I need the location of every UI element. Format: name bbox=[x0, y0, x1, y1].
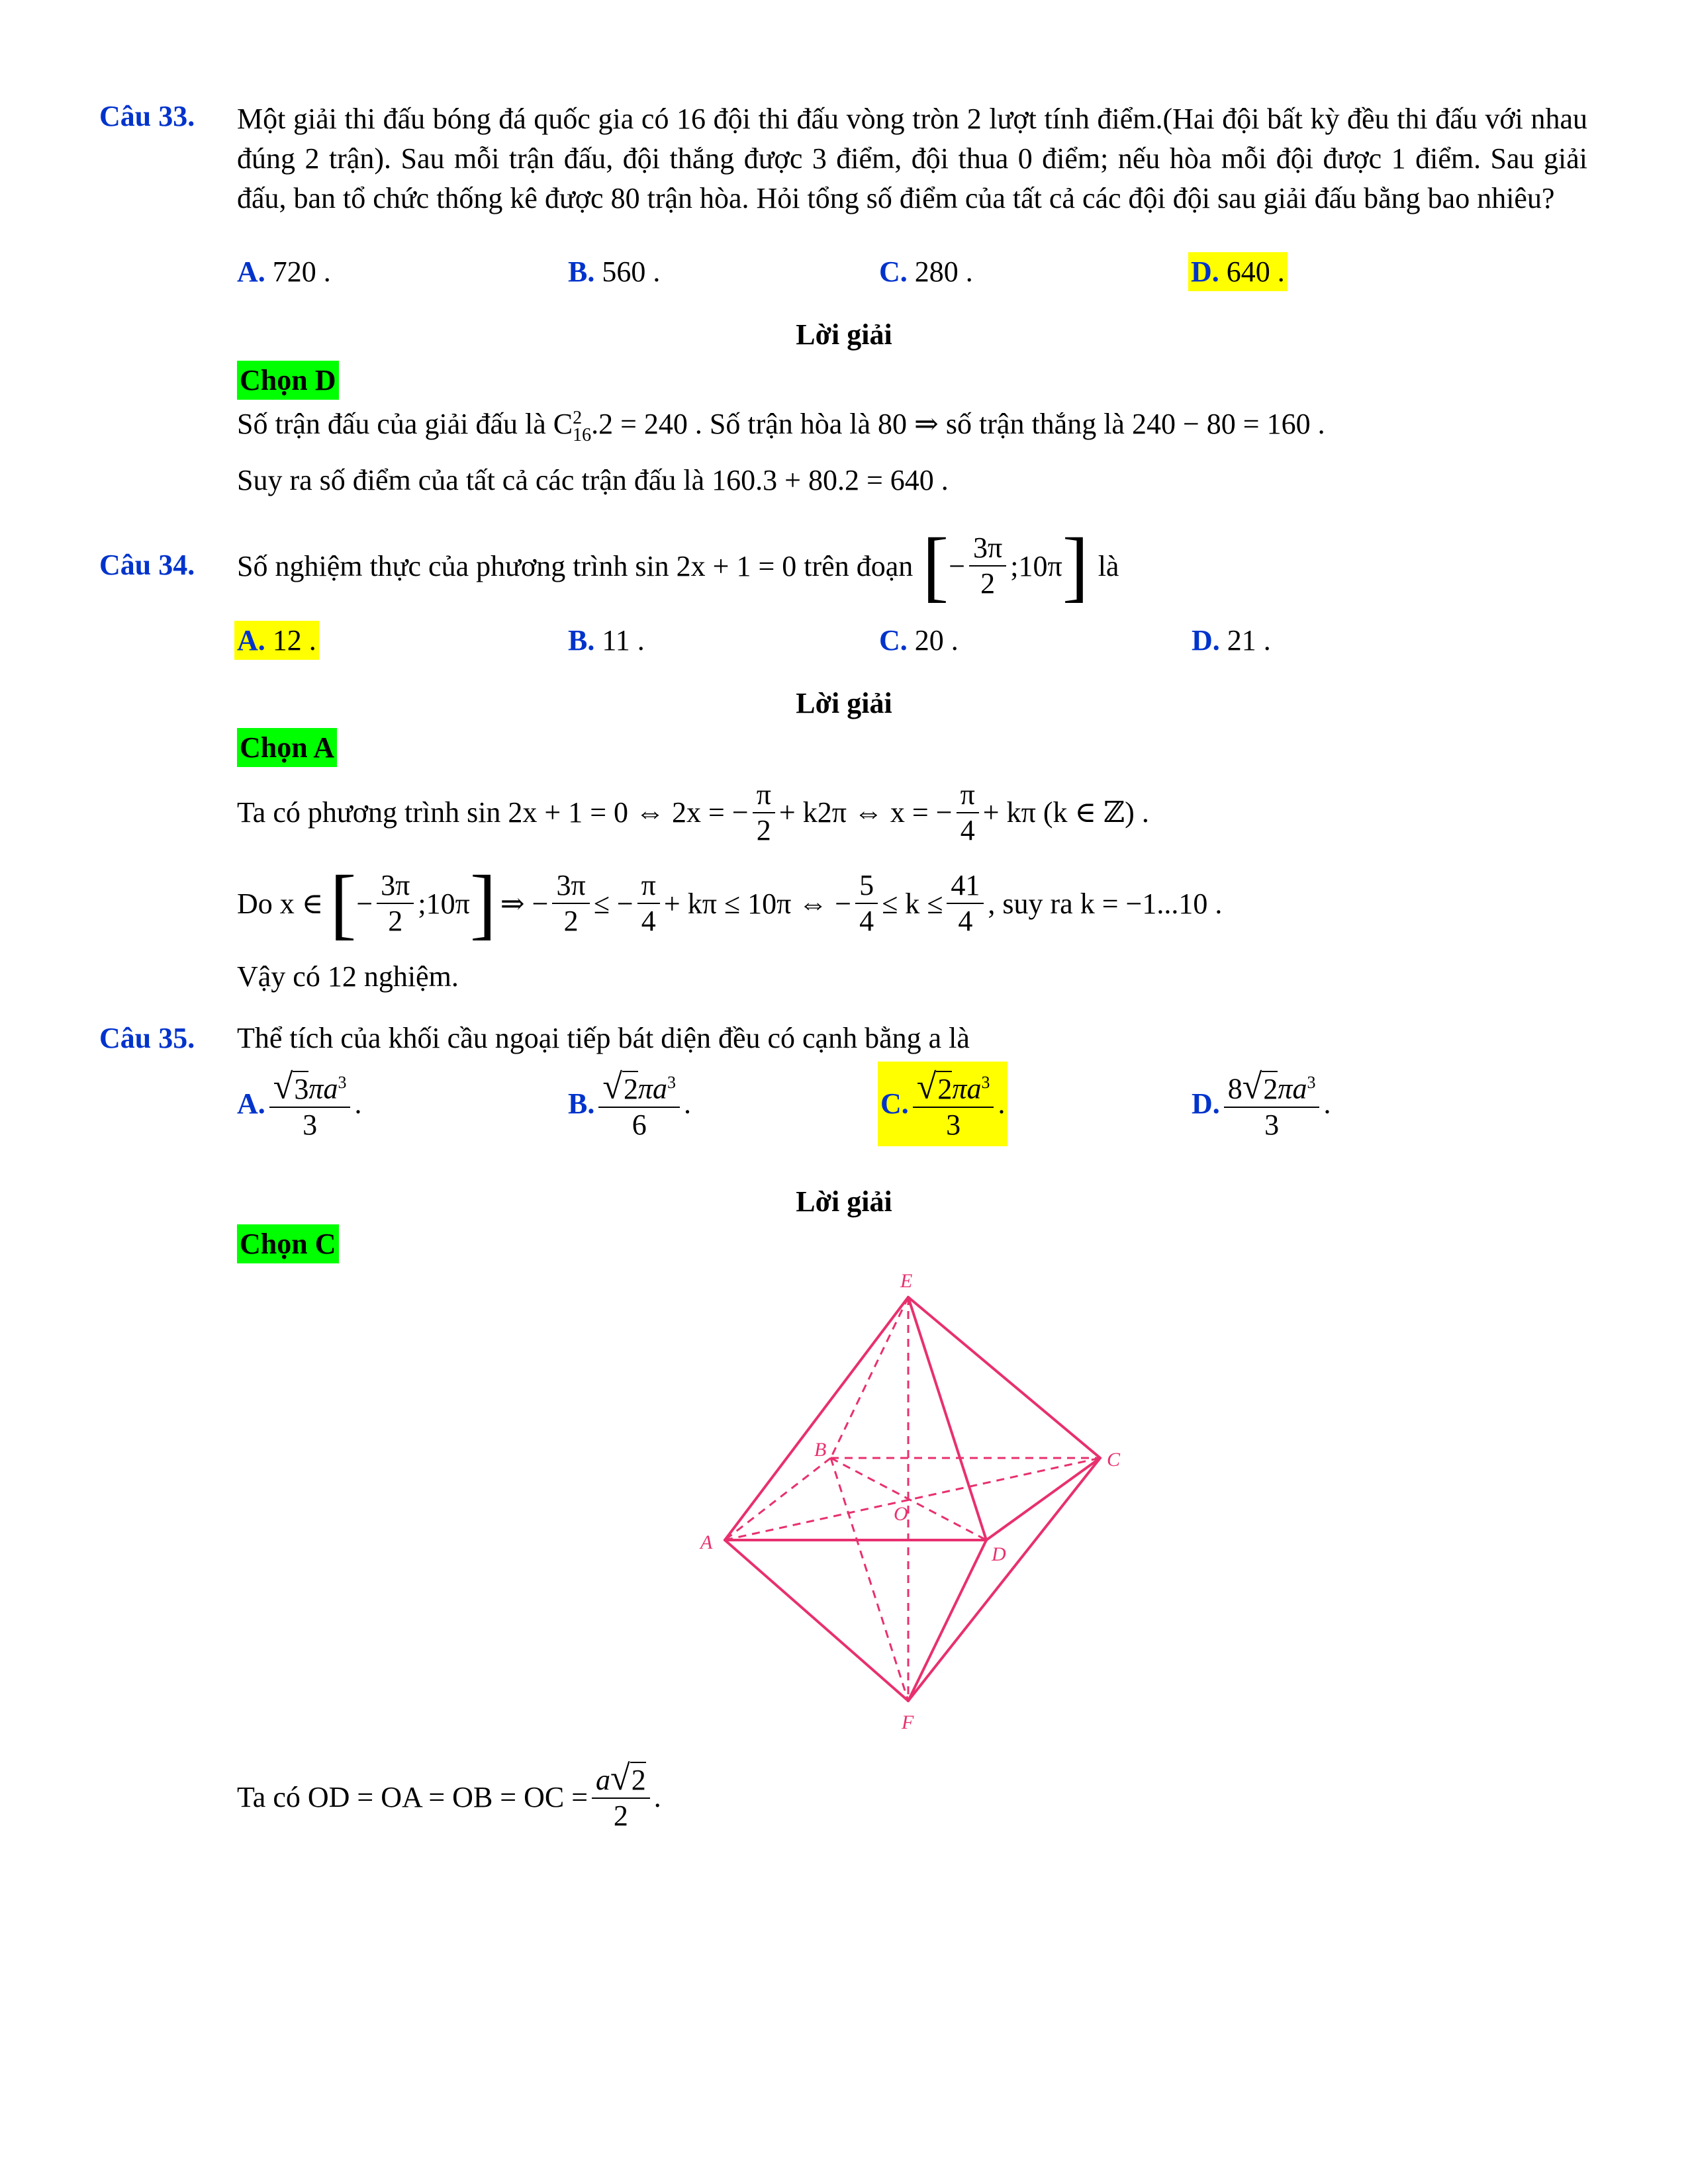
label-D: D bbox=[992, 1543, 1006, 1565]
q34-l1-text-c: + kπ (k ∈ ℤ) . bbox=[982, 796, 1149, 829]
q34-l1-text-a: Ta có phương trình sin 2x + 1 = 0 ⇔ 2x = − bbox=[237, 796, 749, 829]
q34-l2-f2-den: 2 bbox=[563, 905, 579, 937]
label-F: F bbox=[902, 1711, 914, 1733]
q34-bracket-right: ] bbox=[1062, 522, 1089, 610]
q35-b-pow: 3 bbox=[667, 1073, 677, 1092]
q34-interval-den: 2 bbox=[980, 567, 996, 600]
label-B: B bbox=[814, 1439, 827, 1461]
q35-c-den: 3 bbox=[946, 1108, 961, 1141]
q33-option-d-value: 640 . bbox=[1226, 255, 1285, 288]
q35-text: Thể tích của khối cầu ngoại tiếp bát diện đều có cạnh bằng a là bbox=[237, 1022, 970, 1054]
q35-final-radical-sign: √ bbox=[610, 1758, 630, 1797]
q35-option-d-letter: D. bbox=[1192, 1087, 1220, 1120]
q34-l2-f3-num: π bbox=[637, 868, 660, 904]
q35-final-radicand: 2 bbox=[630, 1762, 646, 1797]
q33-option-a-value: 720 . bbox=[272, 255, 331, 288]
q35-d-pow: 3 bbox=[1307, 1073, 1316, 1092]
edge-EA bbox=[725, 1297, 908, 1540]
q35-a-radicand: 3 bbox=[293, 1071, 308, 1107]
q34-l2-f5-num: 41 bbox=[947, 868, 984, 904]
q34-l1-f2-den: 4 bbox=[960, 813, 975, 846]
q35-option-a-letter: A. bbox=[237, 1087, 265, 1120]
q33-option-b-letter: B. bbox=[568, 255, 595, 288]
q35-d-rest: πa bbox=[1278, 1072, 1307, 1105]
edge-ED bbox=[908, 1297, 986, 1540]
q33-option-a-letter: A. bbox=[237, 255, 265, 288]
q35-c-radicand: 2 bbox=[936, 1071, 952, 1107]
q35-c-pow: 3 bbox=[981, 1073, 990, 1092]
q35-b-den: 6 bbox=[632, 1108, 647, 1141]
q34-l2-f4-num: 5 bbox=[855, 868, 878, 904]
q34-l1-f1-num: π bbox=[753, 778, 775, 813]
q34-l2-f5-den: 4 bbox=[958, 905, 973, 937]
q33-sol-sub: 16 bbox=[573, 424, 592, 445]
q34-l2-f4-den: 4 bbox=[859, 905, 874, 937]
q35-option-c-letter: C. bbox=[880, 1087, 909, 1120]
q34-l2-f2-num: 3π bbox=[552, 868, 589, 904]
q34-l2-text-f: , suy ra k = −1...10 . bbox=[988, 887, 1223, 920]
q34-l1-f1-den: 2 bbox=[756, 813, 771, 846]
q35-solution-title: Lời giải bbox=[796, 1185, 892, 1218]
q35-option-b-letter: B. bbox=[568, 1087, 595, 1120]
octahedron-solid-edges bbox=[725, 1297, 1100, 1701]
q35-option-c[interactable]: C. $\frac{√2\pi a^3}{3}$ . bbox=[878, 1062, 1008, 1146]
q35-a-pow: 3 bbox=[338, 1073, 347, 1092]
q35-final-num-a: a bbox=[596, 1764, 611, 1796]
q34-text-b: là bbox=[1098, 549, 1119, 582]
q34-choice: Chọn A bbox=[237, 728, 337, 767]
q35-c-rest: πa bbox=[952, 1072, 982, 1105]
q34-option-d-letter: D. bbox=[1192, 624, 1220, 657]
q35-final-fraction bbox=[592, 1760, 650, 1833]
q35-d-coef: 8 bbox=[1227, 1072, 1243, 1105]
q34-l2-text-e: ≤ k ≤ bbox=[882, 887, 943, 920]
q35-b-radicand: 2 bbox=[622, 1071, 638, 1107]
q35-a-rest: πa bbox=[308, 1072, 338, 1105]
q34-l2-text-c: ≤ − bbox=[593, 887, 633, 920]
q34-option-c-value: 20 . bbox=[914, 624, 959, 657]
q34-interval-minus: − bbox=[949, 549, 966, 582]
q33-option-c-value: 280 . bbox=[914, 255, 973, 288]
q34-l2-f1-num: 3π bbox=[377, 868, 414, 904]
q33-option-b-value: 560 . bbox=[602, 255, 661, 288]
q34-option-a-value: 12 . bbox=[272, 624, 316, 657]
q33-choice: Chọn D bbox=[237, 361, 339, 400]
q34-interval-rest: ;10π bbox=[1010, 549, 1062, 582]
q34-l2-text-a: Do x ∈ bbox=[237, 887, 324, 920]
q33-solution-title: Lời giải bbox=[796, 318, 892, 351]
edge-EB bbox=[831, 1297, 908, 1458]
q35-a-radical-sign: √ bbox=[273, 1066, 293, 1107]
q35-final-line bbox=[237, 1754, 661, 1840]
q34-l1-text-b: + k2π ⇔ x = − bbox=[778, 796, 953, 829]
q34-l2-bracket-right: ] bbox=[469, 859, 496, 947]
q34-l2-text-d: + kπ ≤ 10π ⇔ − bbox=[663, 887, 852, 920]
q33-label: Câu 33. bbox=[99, 100, 195, 132]
label-E: E bbox=[900, 1270, 913, 1292]
label-O: O bbox=[894, 1503, 908, 1525]
edge-AF bbox=[725, 1540, 908, 1701]
q35-d-den: 3 bbox=[1264, 1108, 1280, 1141]
q35-choice: Chọn C bbox=[237, 1224, 339, 1263]
q34-label: Câu 34. bbox=[99, 549, 195, 581]
q34-l2-text-b: ⇒ − bbox=[500, 887, 549, 920]
q34-option-b-letter: B. bbox=[568, 624, 595, 657]
q34-l2-minus: − bbox=[356, 887, 373, 920]
q35-c-radical-sign: √ bbox=[916, 1066, 937, 1107]
q35-d-radical-sign: √ bbox=[1242, 1066, 1262, 1107]
q35-option-d[interactable]: D. $\frac{8√2\pi a^3}{3}$ . bbox=[1192, 1066, 1331, 1141]
q35-b-radical-sign: √ bbox=[602, 1066, 622, 1107]
edge-DF bbox=[908, 1540, 986, 1701]
q33-text: Một giải thi đấu bóng đá quốc gia có 16 đội thi đấu vòng tròn 2 lượt tính điểm.(Hai đội bất kỳ đều thi đấu với nhau đúng 2 trận). Sau mỗi trận đấu, đội thắng được 3 điểm, đội thua 0 điểm; nếu hòa mỗi đội được 1 điểm. Sau giải đấu, ban tổ chức thống kê được 80 trận hòa. Hỏi tổng số điểm của tất cả các đội đội sau giải đấu bằng bao nhiêu? bbox=[237, 103, 1587, 214]
q35-final-dot: . bbox=[653, 1780, 661, 1813]
q35-a-den: 3 bbox=[303, 1108, 318, 1141]
q35-b-rest: πa bbox=[638, 1072, 668, 1105]
q35-option-b[interactable]: B. $\frac{√2\pi a^3}{6}$ . bbox=[568, 1066, 692, 1141]
q35-option-a[interactable]: A. $\frac{√3\pi a^3}{3}$ . bbox=[237, 1066, 362, 1141]
edge-BF bbox=[831, 1458, 908, 1701]
q34-l1-f2-num: π bbox=[957, 778, 979, 813]
q34-bracket-left: [ bbox=[922, 522, 949, 610]
q34-option-c-letter: C. bbox=[879, 624, 908, 657]
q33-sol-sup: 2 bbox=[573, 407, 583, 428]
q33-sol-text-b: .2 = 240 . Số trận hòa là 80 ⇒ số trận thắng là 240 − 80 = 160 . bbox=[591, 408, 1325, 440]
q33-option-d-letter: D. bbox=[1191, 255, 1219, 288]
edge-EC bbox=[908, 1297, 1100, 1458]
q34-l2-f3-den: 4 bbox=[641, 905, 656, 937]
q33-option-c-letter: C. bbox=[879, 255, 908, 288]
q33-solution-line-2: Suy ra số điểm của tất cả các trận đấu là 160.3 + 80.2 = 640 . bbox=[237, 464, 949, 496]
q34-option-d-value: 21 . bbox=[1227, 624, 1271, 657]
q34-interval-num: 3π bbox=[969, 531, 1006, 567]
label-C: C bbox=[1107, 1449, 1121, 1471]
q34-option-a-letter: A. bbox=[237, 624, 265, 657]
q34-solution-title: Lời giải bbox=[796, 687, 892, 719]
q34-option-b-value: 11 . bbox=[602, 624, 645, 657]
q34-solution-line-3: Vậy có 12 nghiệm. bbox=[237, 960, 459, 993]
q35-d-radicand: 2 bbox=[1262, 1071, 1278, 1107]
q35-label: Câu 35. bbox=[99, 1022, 195, 1054]
q34-l2-rest: ;10π bbox=[418, 887, 470, 920]
q33-sol-text-a: Số trận đấu của giải đấu là C bbox=[237, 408, 573, 440]
q34-text-a: Số nghiệm thực của phương trình sin 2x + 1 = 0 trên đoạn bbox=[237, 549, 914, 582]
q34-l2-f1-den: 2 bbox=[388, 905, 403, 937]
octahedron-labels bbox=[699, 1270, 1121, 1733]
q35-final-den: 2 bbox=[613, 1799, 628, 1832]
q34-l2-bracket-left: [ bbox=[330, 859, 357, 947]
label-A: A bbox=[700, 1531, 713, 1553]
q35-final-text: Ta có OD = OA = OB = OC = bbox=[237, 1780, 588, 1813]
edge-CF bbox=[908, 1458, 1100, 1701]
